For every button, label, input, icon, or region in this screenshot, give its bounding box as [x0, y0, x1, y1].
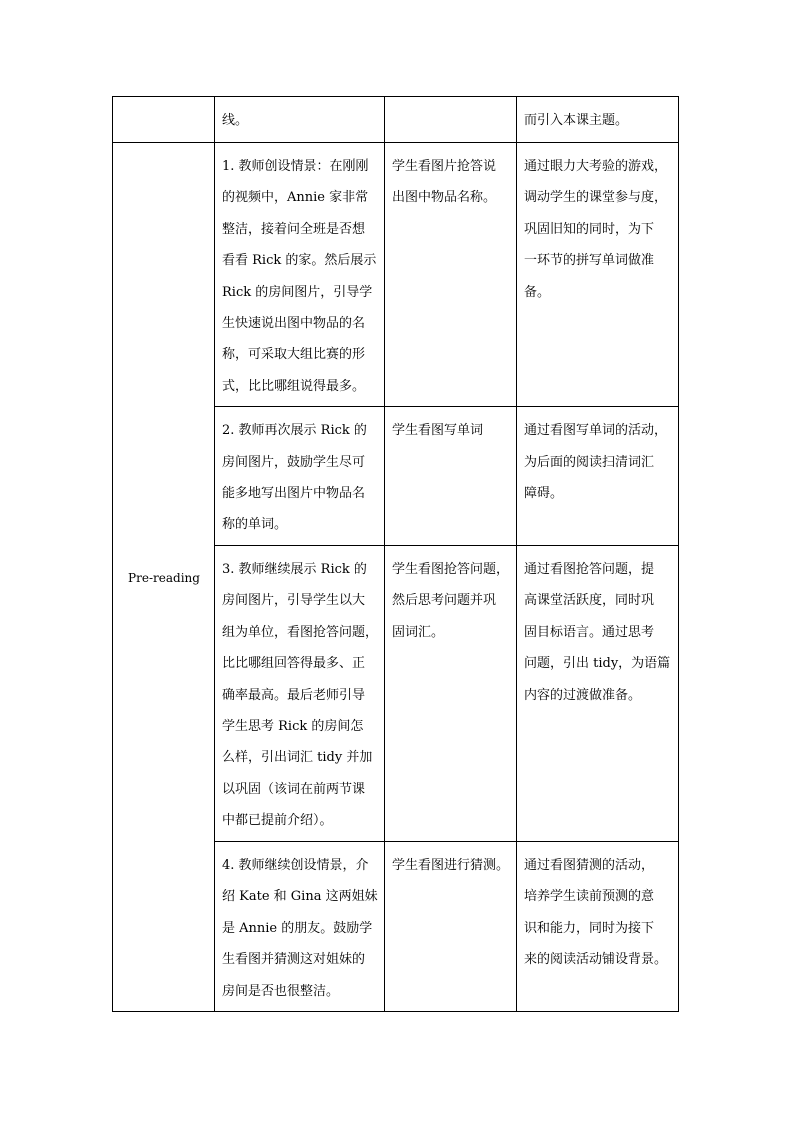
lesson-plan-table [112, 96, 679, 1012]
table-row [113, 97, 679, 143]
teacher-activity-cell: 2. 教师再次展示 Rick 的 房间图片，鼓励学生尽可 能多地写出图片中物品名 称的单词。 [215, 407, 385, 546]
purpose-cell: 通过眼力大考验的游戏， 调动学生的课堂参与度， 巩固旧知的同时，为下 一环节的拼写单词做准 备。 [517, 143, 679, 407]
purpose-cell: 通过看图猜测的活动， 培养学生读前预测的意 识和能力，同时为接下 来的阅读活动铺设背景。 [517, 841, 679, 1011]
student-activity-cell: 学生看图进行猜测。 [385, 841, 517, 1011]
student-activity-cell [385, 97, 517, 143]
stage-cell-pre-reading: Pre-reading [113, 143, 215, 1012]
purpose-cell: 而引入本课主题。 [517, 97, 679, 143]
student-activity-cell: 学生看图抢答问题， 然后思考问题并巩 固词汇。 [385, 545, 517, 841]
table-row [113, 143, 679, 407]
student-activity-cell: 学生看图写单词 [385, 407, 517, 546]
teacher-activity-cell: 3. 教师继续展示 Rick 的 房间图片，引导学生以大 组为单位，看图抢答问题， 比比哪组回答得最多、正 确率最高。最后老师引导 学生思考 Rick 的房间怎 么样，引出词汇 tidy 并加 以巩固（该词在前两节课 中都已提前介绍）。 [215, 545, 385, 841]
teacher-activity-cell: 4. 教师继续创设情景，介 绍 Kate 和 Gina 这两姐妹 是 Annie 的朋友。鼓励学 生看图并猜测这对姐妹的 房间是否也很整洁。 [215, 841, 385, 1011]
teacher-activity-cell: 1. 教师创设情景：在刚刚 的视频中，Annie 家非常 整洁，接着问全班是否想 看看 Rick 的家。然后展示 Rick 的房间图片，引导学 生快速说出图中物品的名 称，可采取大组比赛的形 式，比比哪组说得最多。 [215, 143, 385, 407]
teacher-activity-cell: 线。 [215, 97, 385, 143]
purpose-cell: 通过看图写单词的活动， 为后面的阅读扫清词汇 障碍。 [517, 407, 679, 546]
purpose-cell: 通过看图抢答问题，提 高课堂活跃度，同时巩 固目标语言。通过思考 问题，引出 tidy，为语篇 内容的过渡做准备。 [517, 545, 679, 841]
student-activity-cell: 学生看图片抢答说 出图中物品名称。 [385, 143, 517, 407]
stage-cell-empty [113, 97, 215, 143]
